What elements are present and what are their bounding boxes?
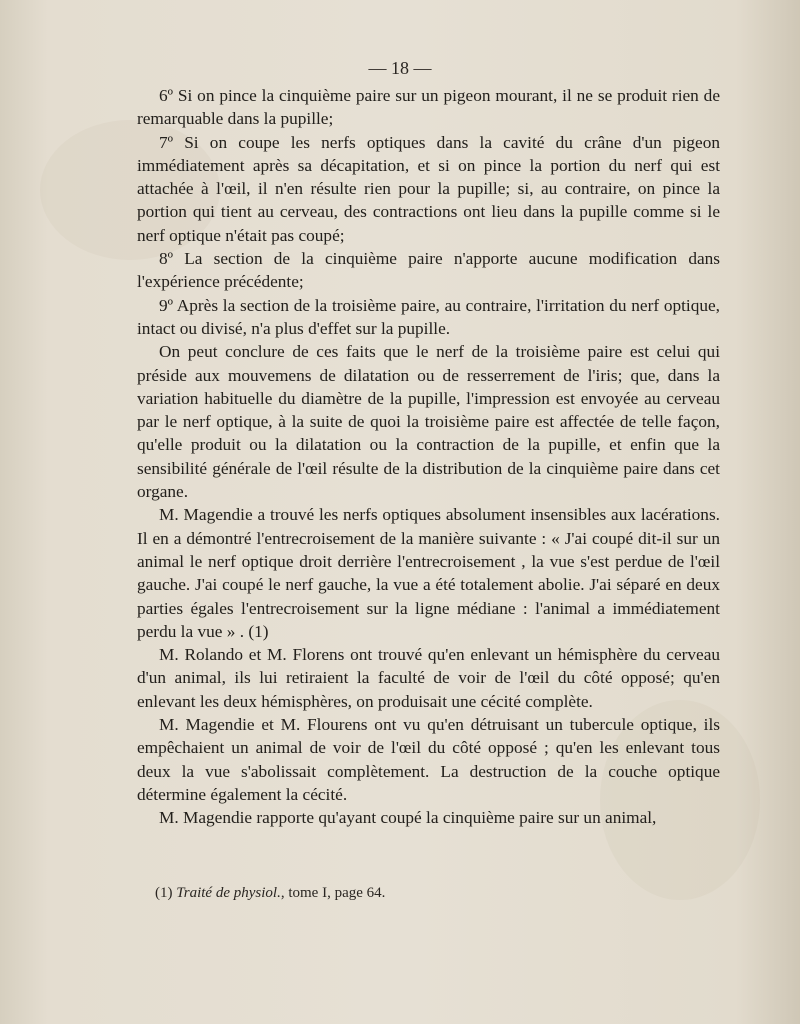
footnote <box>155 885 715 902</box>
paragraph-magendie-flourens: M. Magendie et M. Flourens ont vu qu'en détruisant un tubercule optique, ils empêchaient un animal de voir de l'œil du côté opposé ; qu'en les enlevant tous deux la vue s'abolissait complètement. La destruction de la couche optique détermine également la cécité. <box>137 715 720 804</box>
body-text <box>137 84 720 830</box>
paragraph-9: 9º Après la section de la troisième paire, au contraire, l'irritation du nerf optique, intact ou divisé, n'a plus d'effet sur la pupille. <box>137 295 720 338</box>
footnote-title: Traité de physiol. <box>176 885 281 901</box>
paragraph-6: 6º Si on pince la cinquième paire sur un pigeon mourant, il ne se produit rien de remarquable dans la pupille; <box>137 86 720 129</box>
footnote-marker: (1) <box>155 885 173 901</box>
paragraph-magendie-optic: M. Magendie a trouvé les nerfs optiques absolument insensibles aux lacérations. Il en a démontré l'entrecroisement de la manière suivante : « J'ai coupé dit-il sur un animal le nerf optique droit derrière l'entrecroisement , la vue s'est perdue de l'œil gauche. J'ai coupé le nerf gauche, la vue a été totalement abolie. J'ai séparé en deux parties égales l'entrecroisement sur la ligne médiane : l'animal a immédiatement perdu la vue » . (1) <box>137 505 720 641</box>
paragraph-rolando-florens: M. Rolando et M. Florens ont trouvé qu'en enlevant un hémisphère du cerveau d'un animal, ils lui retiraient la faculté de voir de l'œil du côté opposé; qu'en enlevant les deux hémisphères, on produisait une cécité complète. <box>137 645 720 711</box>
paragraph-8: 8º La section de la cinquième paire n'apporte aucune modification dans l'expérience précédente; <box>137 249 720 292</box>
paragraph-conclusion: On peut conclure de ces faits que le nerf de la troisième paire est celui qui préside aux mouvemens de dilatation ou de resserrement de l'iris; que, dans la variation habituelle du diamètre de la pupille, l'impression est envoyée au cerveau par le nerf optique, à la suite de quoi la troisième paire est affectée de telle façon, qu'elle produit ou la dilatation ou la contraction de la pupille, et enfin que la sensibilité générale de l'œil résulte de la distribution de la cinquième paire dans cet organe. <box>137 342 720 502</box>
footnote-reference: , tome I, page 64. <box>280 885 386 901</box>
paragraph-7: 7º Si on coupe les nerfs optiques dans la cavité du crâne d'un pigeon immédiatement après sa décapitation, et si on pince la portion du nerf qui est attachée à l'œil, il n'en résulte rien pour la pupille; si, au contraire, on pince la portion qui tient au cerveau, des contractions ont lieu dans la pupille comme si le nerf optique n'était pas coupé; <box>137 132 720 245</box>
paragraph-magendie-fifth-pair: M. Magendie rapporte qu'ayant coupé la cinquième paire sur un animal, <box>159 808 657 828</box>
page-number: — 18 — <box>368 58 432 78</box>
